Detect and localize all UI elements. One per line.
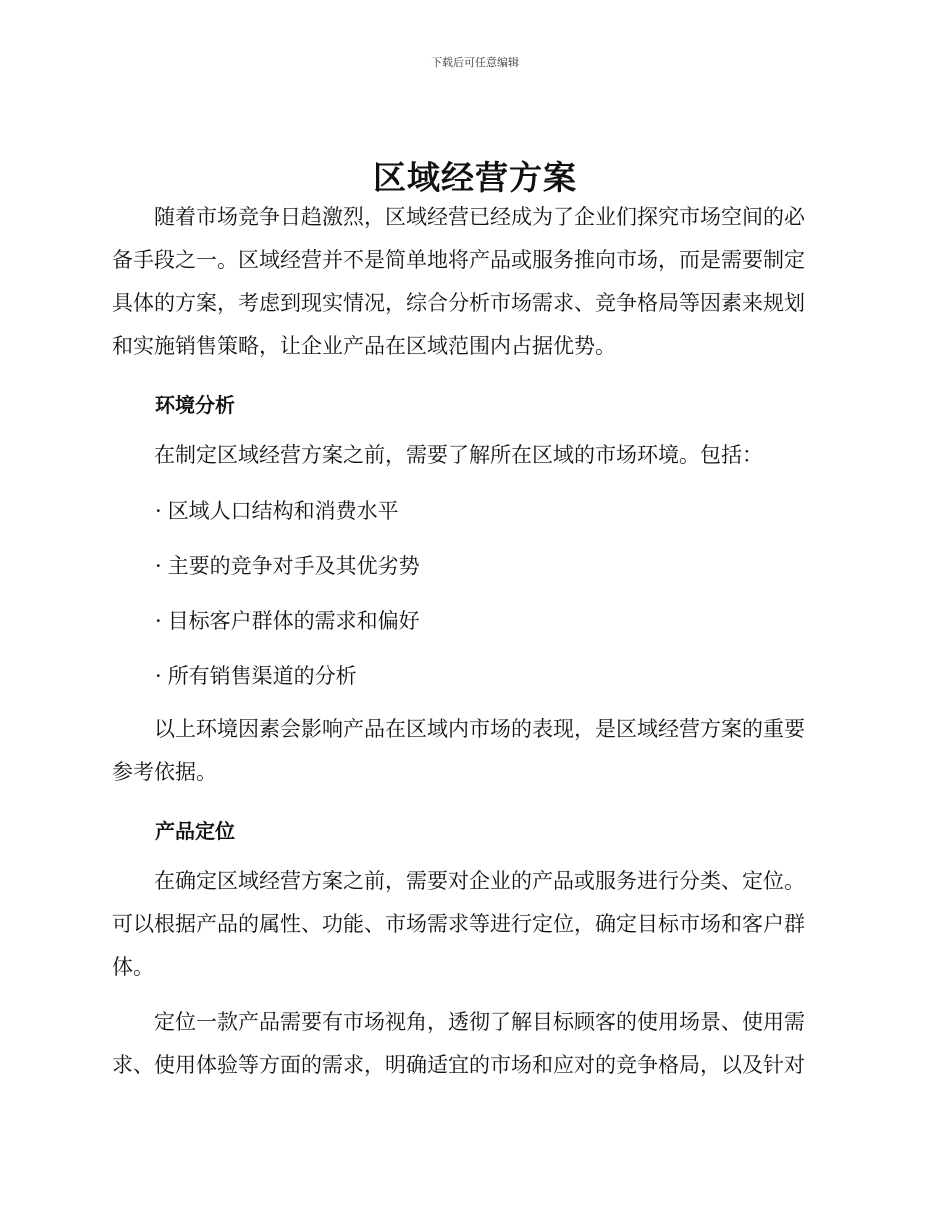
intro-line: 和实施销售策略，让企业产品在区域范围内占据优势。 — [112, 334, 616, 358]
section2-paragraph-1 — [112, 860, 830, 989]
intro-line: 具体的方案，考虑到现实情况，综合分析市场需求、竞争格局等因素来规划 — [112, 291, 805, 315]
page-title: 区域经营方案 — [373, 158, 577, 197]
paragraph-line: 定位一款产品需要有市场视角，透彻了解目标顾客的使用场景、使用需 — [154, 1010, 805, 1034]
bullet-dot: · — [155, 554, 162, 578]
paragraph-line: 体。 — [112, 955, 154, 979]
section-heading-positioning: 产品定位 — [155, 819, 235, 843]
conclusion-line: 参考依据。 — [112, 760, 217, 784]
list-item-text: 主要的竞争对手及其优劣势 — [167, 554, 420, 578]
list-item-text: 区域人口结构和消费水平 — [167, 499, 399, 523]
paragraph-line: 求、使用体验等方面的需求，明确适宜的市场和应对的竞争格局，以及针对 — [112, 1053, 805, 1077]
bullet-dot: · — [155, 609, 162, 633]
paragraph-line: 在确定区域经营方案之前，需要对企业的产品或服务进行分类、定位。 — [154, 869, 805, 893]
section1-conclusion — [112, 708, 830, 794]
intro-line: 备手段之一。区域经营并不是简单地将产品或服务推向市场，而是需要制定 — [112, 248, 805, 272]
bullet-dot: · — [155, 664, 162, 688]
list-item — [155, 496, 399, 526]
list-item-text: 所有销售渠道的分析 — [167, 664, 357, 688]
section1-lead — [112, 434, 830, 477]
section2-paragraph-2 — [112, 1001, 830, 1087]
paragraph-line: 可以根据产品的属性、功能、市场需求等进行定位，确定目标市场和客户群 — [112, 912, 805, 936]
list-item — [155, 606, 420, 636]
header-note: 下载后可任意编辑 — [431, 56, 519, 69]
list-item — [155, 551, 420, 581]
intro-paragraph — [112, 196, 830, 368]
section-heading-environment: 环境分析 — [155, 393, 235, 417]
list-item — [155, 661, 357, 691]
conclusion-line: 以上环境因素会影响产品在区域内市场的表现，是区域经营方案的重要 — [154, 717, 805, 741]
bullet-dot: · — [155, 499, 162, 523]
section1-lead-line: 在制定区域经营方案之前，需要了解所在区域的市场环境。包括： — [154, 443, 763, 467]
intro-line: 随着市场竞争日趋激烈，区域经营已经成为了企业们探究市场空间的必 — [154, 205, 805, 229]
list-item-text: 目标客户群体的需求和偏好 — [167, 609, 420, 633]
